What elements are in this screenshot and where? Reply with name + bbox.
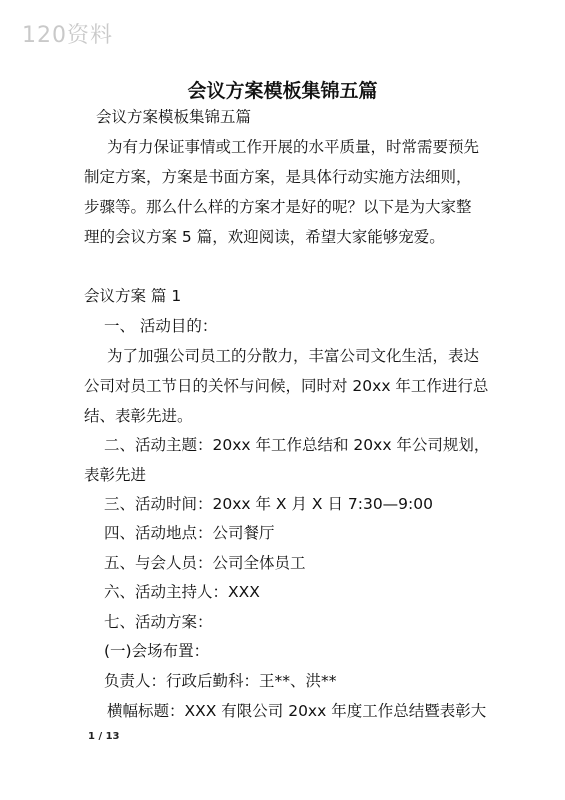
body-line: 表彰先进	[84, 466, 147, 484]
body-line: 横幅标题：XXX 有限公司 20xx 年度工作总结暨表彰大	[107, 702, 487, 720]
section-heading: 会议方案 篇 1	[84, 287, 182, 305]
body-line: 一、 活动目的：	[104, 317, 218, 335]
body-line: 负责人：行政后勤科：王**、洪**	[104, 672, 337, 690]
intro-line-1: 为有力保证事情或工作开展的水平质量，时常需要预先	[107, 138, 480, 156]
body-line: 六、活动主持人：XXX	[104, 583, 260, 601]
intro-line-3: 步骤等。那么什么样的方案才是好的呢？以下是为大家整	[84, 198, 472, 216]
body-line: 为了加强公司员工的分散力，丰富公司文化生活，表达	[107, 347, 480, 365]
body-line: (一)会场布置：	[104, 642, 210, 660]
watermark: 120资料	[22, 23, 113, 48]
body-line: 五、与会人员：公司全体员工	[104, 554, 306, 572]
body-line: 七、活动方案：	[104, 613, 213, 631]
intro-line-2: 制定方案，方案是书面方案，是具体行动实施方法细则，	[84, 168, 472, 186]
intro-line-4: 理的会议方案 5 篇，欢迎阅读，希望大家能够宠爱。	[84, 228, 445, 246]
document-title: 会议方案模板集锦五篇	[187, 80, 378, 102]
body-line: 三、活动时间：20xx 年 X 月 X 日 7:30—9:00	[104, 495, 433, 513]
body-line: 二、活动主题：20xx 年工作总结和 20xx 年公司规划，	[104, 436, 490, 454]
body-line: 结、表彰先进。	[84, 407, 193, 425]
subtitle: 会议方案模板集锦五篇	[96, 108, 252, 126]
page-number: 1 / 13	[88, 731, 120, 742]
body-line: 公司对员工节日的关怀与问候，同时对 20xx 年工作进行总	[84, 377, 489, 395]
body-line: 四、活动地点：公司餐厅	[104, 524, 275, 542]
